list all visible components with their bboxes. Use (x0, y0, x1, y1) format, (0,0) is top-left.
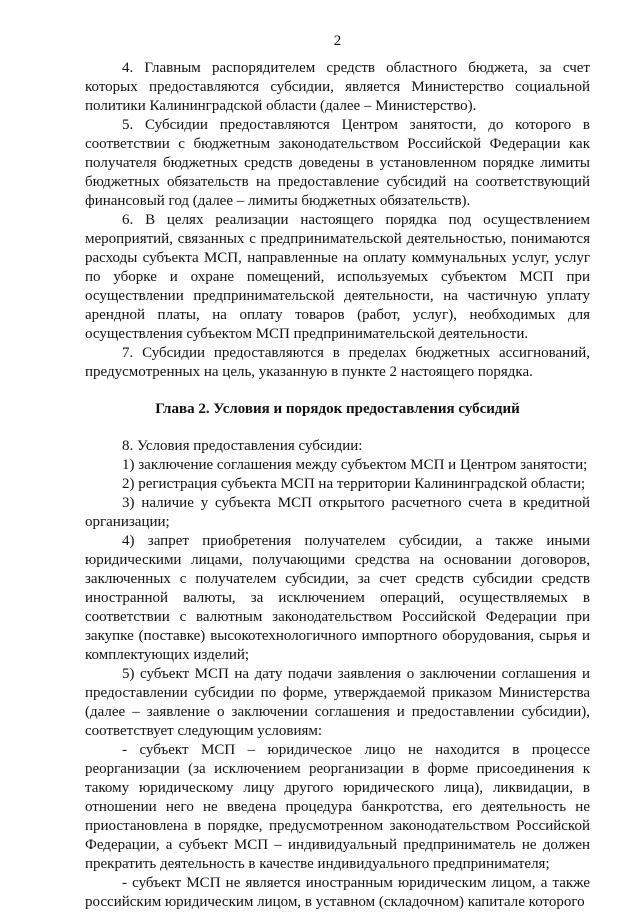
paragraph-item-6: 6. В целях реализации настоящего порядка под осуществлением мероприятий, связанных с предпринимательской деятельностью, понимаются расходы субъекта МСП, направленные на оплату коммунальных услуг, услуг по уборке и охране помещений, используемых субъектом МСП при осуществлении предпринимательской деятельности, на частичную уплату арендной платы, на оплату товаров (работ, услуг), необходимых для осуществления субъектом МСП предпринимательской деятельности. (85, 212, 590, 342)
chapter-heading: Глава 2. Условия и порядок предоставления субсидий (155, 401, 520, 417)
paragraph-item-7: 7. Субсидии предоставляются в пределах бюджетных ассигнований, предусмотренных на цель, указанную в пункте 2 настоящего порядка. (85, 345, 590, 380)
condition-4: 4) запрет приобретения получателем субсидии, а также иными юридическими лицами, получающими средства на основании договоров, заключенных с получателем субсидии, за счет средств субсидии средств иностранной валюты, за исключением операций, осуществляемых в соответствии с валютным законодательством Российской Федерации при закупке (поставке) высокотехнологичного импортного оборудования, сырья и комплектующих изделий; (85, 533, 590, 663)
paragraph-item-8: 8. Условия предоставления субсидии: (122, 438, 363, 454)
condition-5-bullet-1: - субъект МСП – юридическое лицо не находится в процессе реорганизации (за исключением реорганизации в форме присоединения к такому юридическому лицу другого юридического лица), ликвидации, в отношении него не введена процедура банкротства, его деятельность не приостановлена в порядке, предусмотренном законодательством Российской Федерации, а субъект МСП – индивидуальный предприниматель не должен прекратить деятельность в качестве индивидуального предпринимателя; (85, 742, 590, 872)
condition-3: 3) наличие у субъекта МСП открытого расчетного счета в кредитной организации; (85, 495, 590, 530)
condition-2: 2) регистрация субъекта МСП на территории Калининградской области; (122, 476, 586, 492)
paragraph-item-4: 4. Главным распорядителем средств областного бюджета, за счет которых предоставляются субсидии, является Министерство социальной политики Калининградской области (далее – Министерство). (85, 60, 590, 114)
paragraph-item-5: 5. Субсидии предоставляются Центром занятости, до которого в соответствии с бюджетным законодательством Российской Федерации как получателя бюджетных средств доведены в установленном порядке лимиты бюджетных обязательств на предоставление субсидий на соответствующий финансовый год (далее – лимиты бюджетных обязательств). (85, 117, 590, 209)
condition-5: 5) субъект МСП на дату подачи заявления о заключении соглашения и предоставлении субсидии по форме, утверждаемой приказом Министерства (далее – заявление о заключении соглашения и предоставлении субсидии), соответствует следующим условиям: (85, 666, 590, 739)
condition-5-bullet-2: - субъект МСП не является иностранным юридическим лицом, а также российским юридическим лицом, в уставном (складочном) капитале которого (85, 875, 590, 910)
condition-1: 1) заключение соглашения между субъектом МСП и Центром занятости; (122, 457, 588, 473)
page-number: 2 (333, 33, 342, 49)
